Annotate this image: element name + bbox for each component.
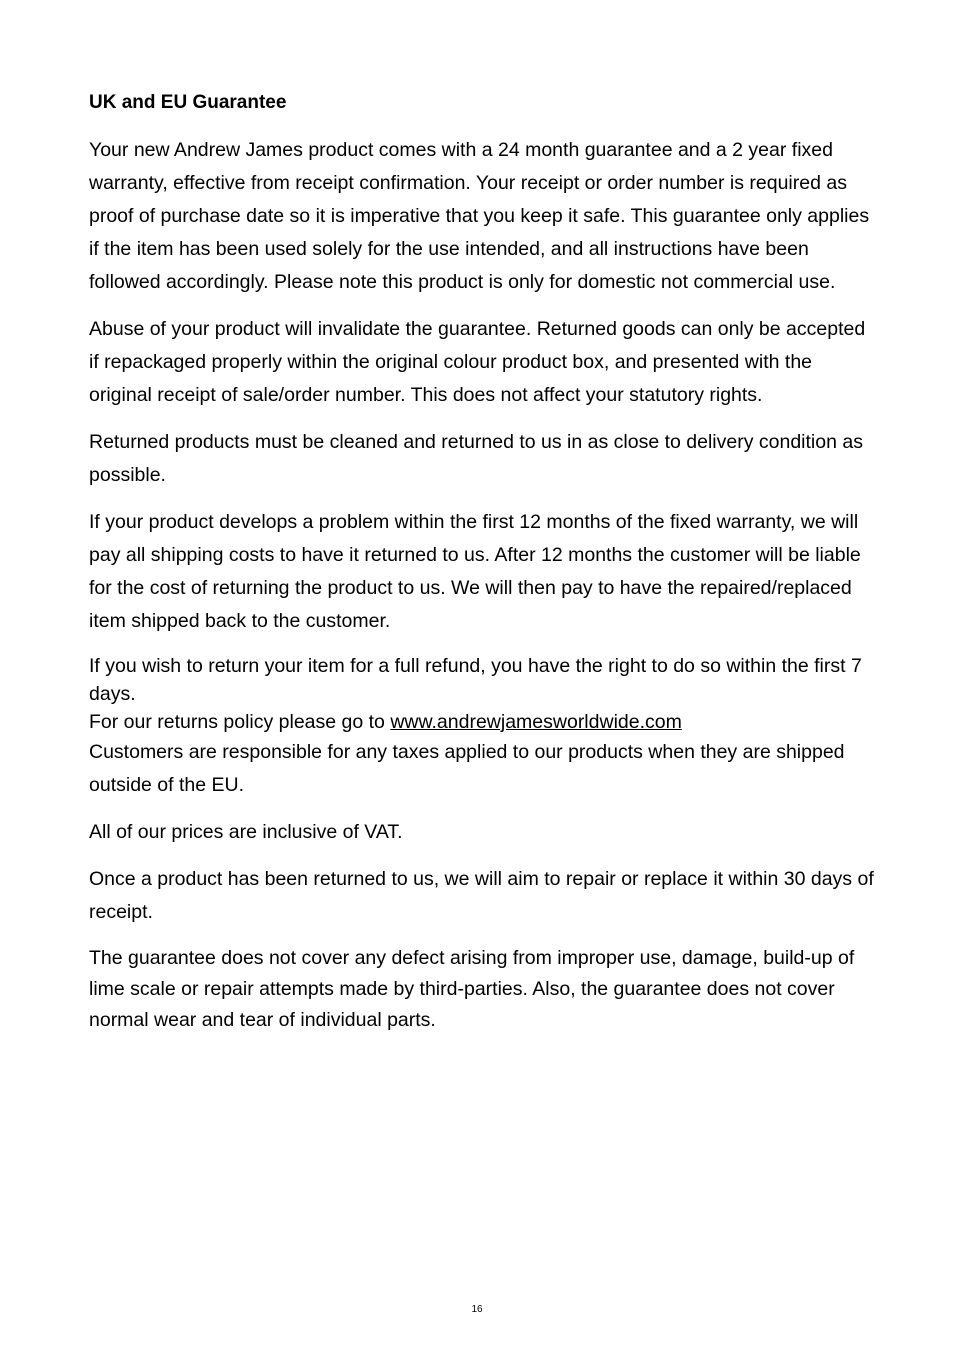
- page-number: 16: [471, 1304, 483, 1315]
- taxes-text: Customers are responsible for any taxes applied to our products when they are shipped outside of the EU.: [89, 741, 845, 796]
- paragraph-shipping-costs: If your product develops a problem within the first 12 months of the fixed warranty, we will pay all shipping costs to have it returned to us. After 12 months the customer will be liable for the cost of returning the product to us. We will then pay to have the repaired/replaced item shipped back to the customer.: [89, 511, 861, 632]
- paragraph-vat: All of our prices are inclusive of VAT.: [89, 821, 403, 843]
- returns-policy-link[interactable]: www.andrewjamesworldwide.com: [390, 711, 682, 733]
- paragraph-exclusions: The guarantee does not cover any defect arising from improper use, damage, build-up of lime scale or repair attempts made by third-parties. Also, the guarantee does not cover normal wear and tear of individual parts.: [89, 947, 855, 1031]
- paragraph-repair-timeframe: Once a product has been returned to us, we will aim to repair or replace it within 30 days of receipt.: [89, 868, 874, 923]
- paragraph-abuse: Abuse of your product will invalidate the guarantee. Returned goods can only be accepted if repackaged properly within the original colour product box, and presented with the original receipt of sale/order number. This does not affect your statutory rights.: [89, 318, 866, 406]
- returns-policy-line: [89, 708, 879, 736]
- section-heading: UK and EU Guarantee: [89, 92, 287, 113]
- paragraph-returned-condition: Returned products must be cleaned and returned to us in as close to delivery condition as possible.: [89, 431, 863, 486]
- paragraph-refund-block: [89, 652, 879, 802]
- paragraph-guarantee-terms: Your new Andrew James product comes with a 24 month guarantee and a 2 year fixed warranty, effective from receipt confirmation. Your receipt or order number is required as proof of purchase date so it is imperative that you keep it safe. This guarantee only applies if the item has been used solely for the use intended, and all instructions have been followed accordingly. Please note this product is only for domestic not commercial use.: [89, 139, 870, 293]
- returns-policy-prefix: For our returns policy please go to: [89, 711, 391, 733]
- document-page: [89, 90, 879, 1050]
- refund-text: If you wish to return your item for a full refund, you have the right to do so within the first 7 days.: [89, 655, 862, 705]
